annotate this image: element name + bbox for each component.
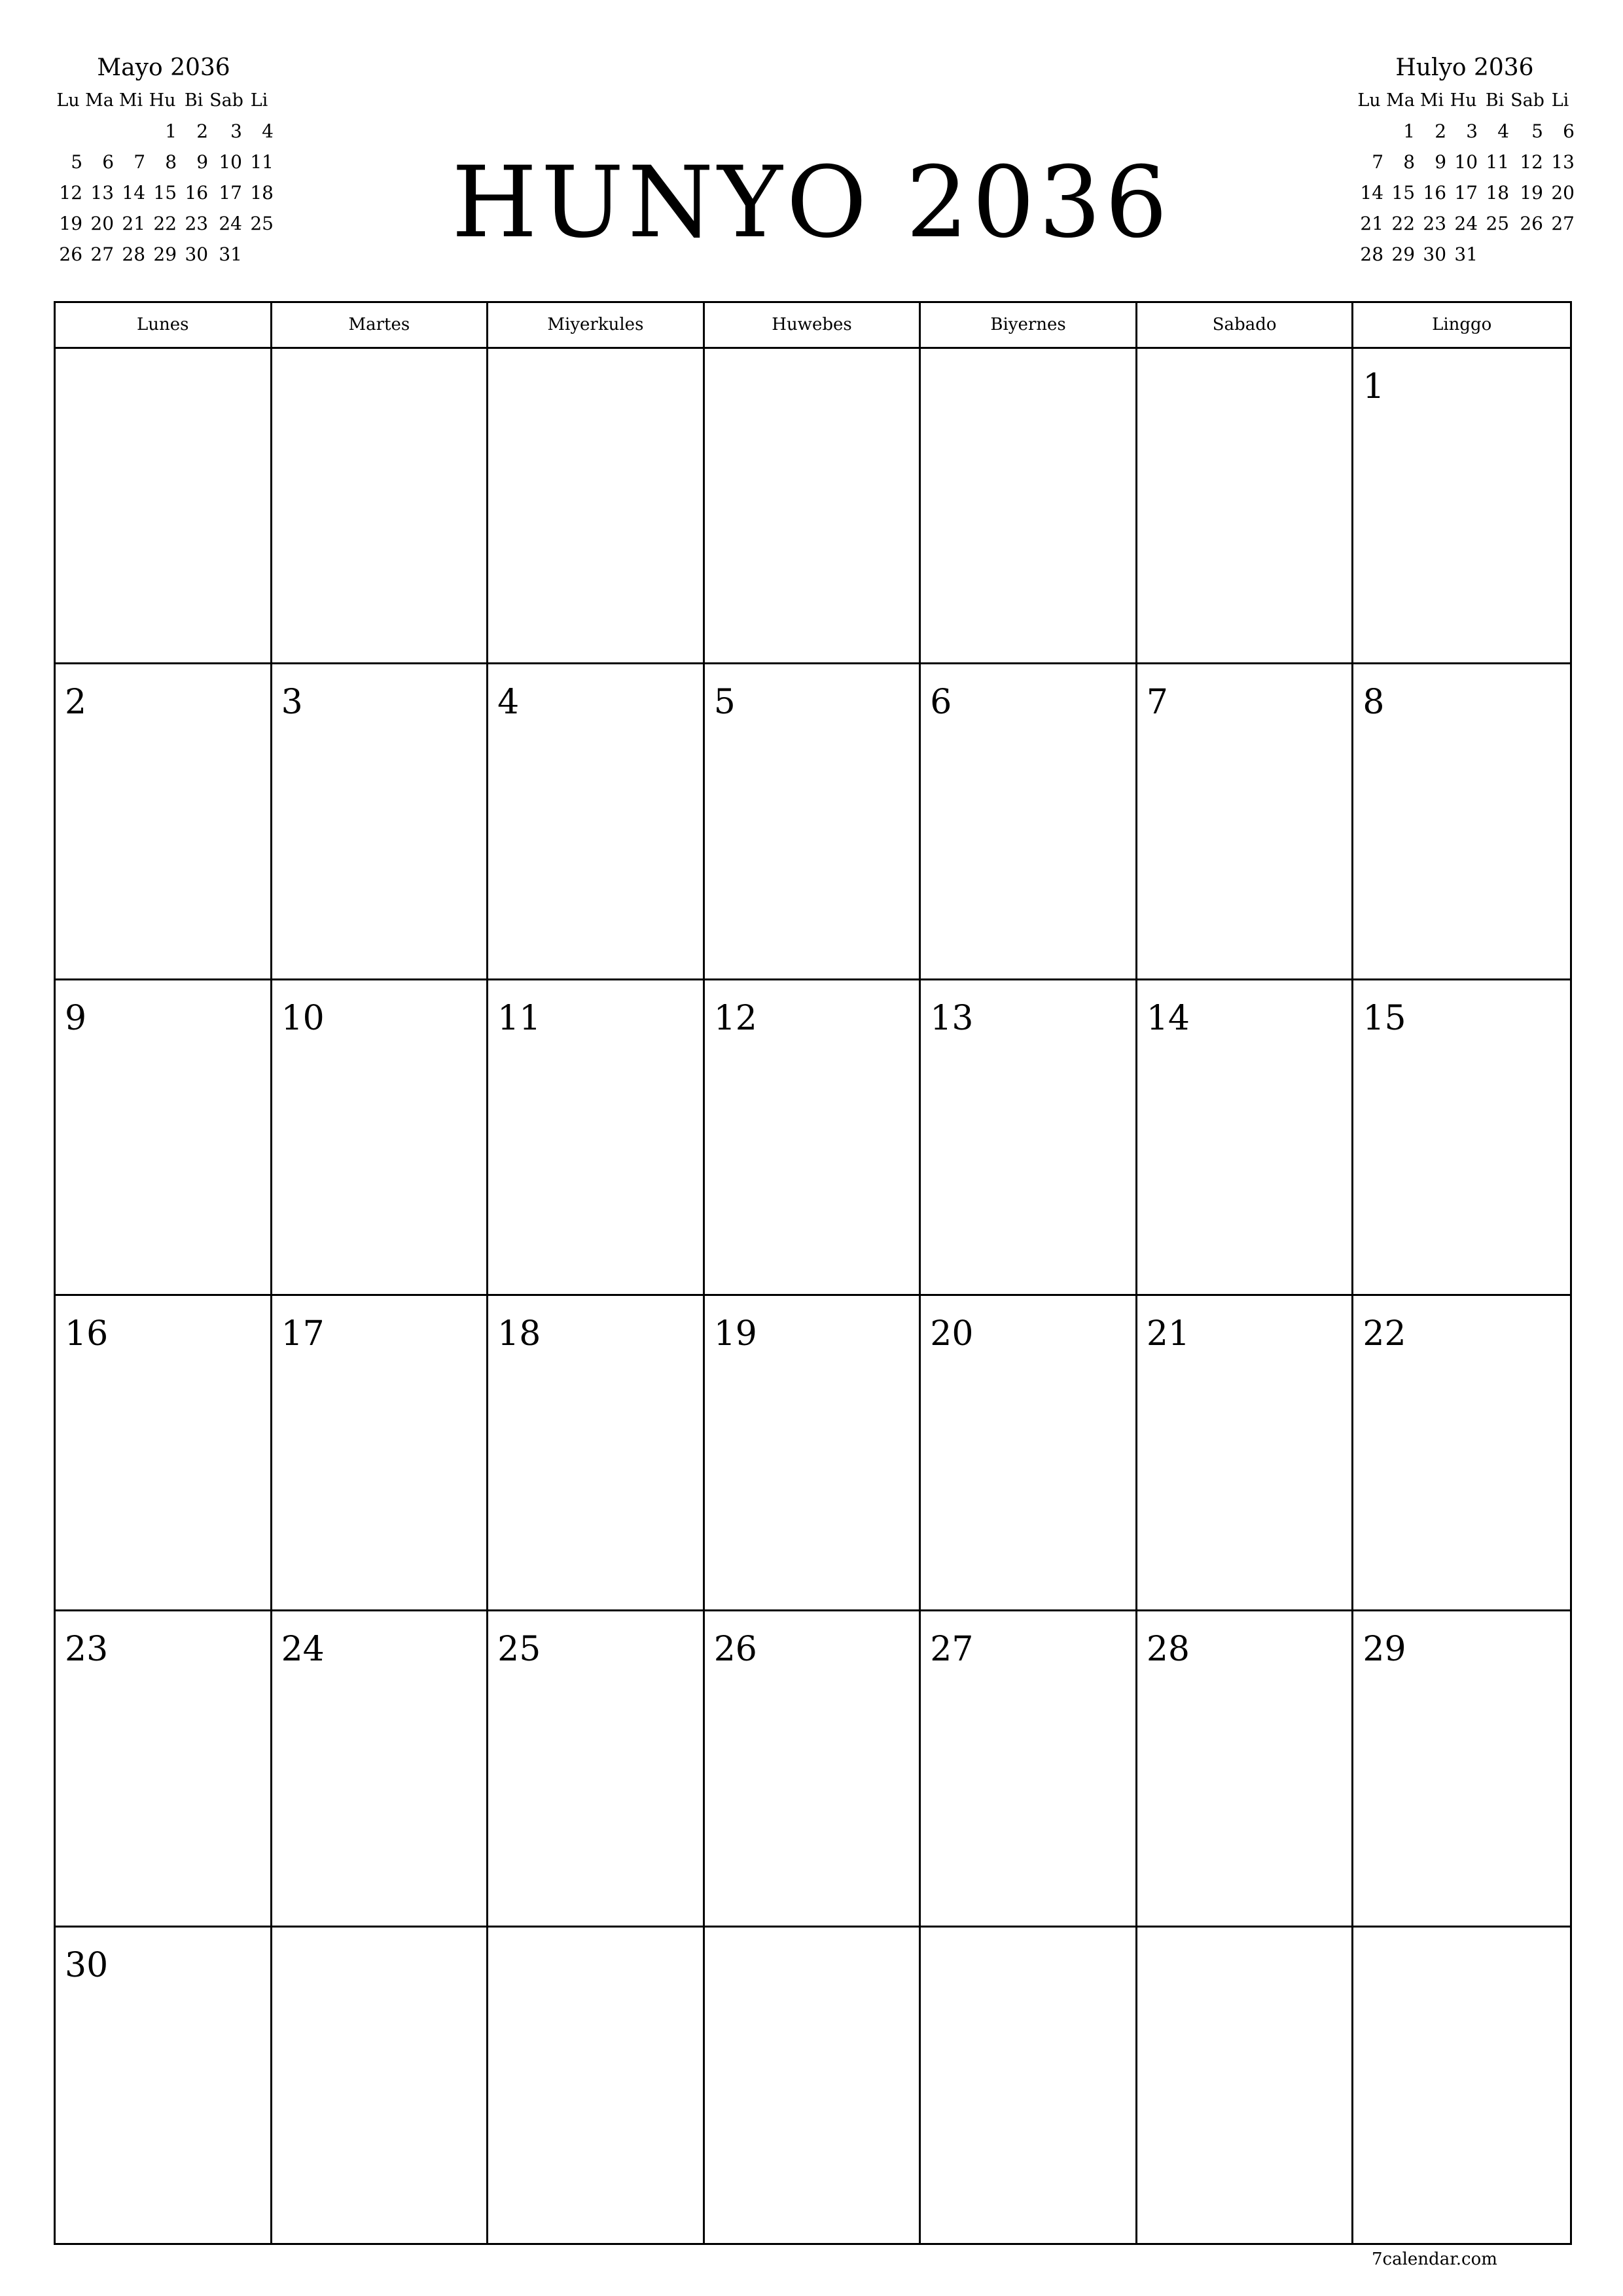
weekday-header-1: Martes (272, 303, 489, 347)
day-number: 19 (713, 1314, 757, 1354)
day-number: 1 (1363, 367, 1385, 406)
weekday-header-3: Huwebes (705, 303, 921, 347)
mini-prev-day: 8 (165, 151, 177, 173)
day-number: 22 (1363, 1314, 1406, 1354)
day-cell[interactable] (921, 1296, 1137, 1611)
mini-next-day: 23 (1423, 213, 1447, 234)
day-cell[interactable] (56, 1928, 272, 2243)
mini-next-day: 13 (1551, 151, 1575, 173)
mini-next-day: 16 (1423, 182, 1447, 204)
mini-next-weekday-0: Lu (1357, 90, 1381, 111)
day-cell[interactable] (488, 980, 705, 1296)
mini-prev-day: 27 (90, 243, 115, 265)
day-number: 25 (497, 1630, 541, 1670)
day-number: 26 (713, 1630, 757, 1670)
day-cell[interactable] (272, 980, 489, 1296)
weekday-header-2: Miyerkules (488, 303, 705, 347)
mini-prev-weekday-5: Sab (209, 90, 243, 111)
day-number: 16 (65, 1314, 109, 1354)
mini-next-day: 17 (1454, 182, 1478, 204)
day-cell[interactable] (1137, 980, 1354, 1296)
mini-next-day (1544, 239, 1576, 270)
mini-calendar-next-grid (1353, 85, 1576, 270)
day-cell[interactable] (1137, 1611, 1354, 1927)
mini-calendar-prev-title: Mayo 2036 (97, 54, 230, 81)
mini-prev-day: 20 (90, 213, 115, 234)
day-number: 13 (930, 998, 974, 1038)
weekday-header-row (56, 303, 1570, 349)
day-cell[interactable] (921, 1928, 1137, 2243)
mini-next-day: 2 (1435, 120, 1447, 142)
mini-prev-day: 24 (219, 213, 242, 234)
weekday-header-4: Biyernes (921, 303, 1137, 347)
mini-prev-day: 21 (122, 213, 146, 234)
day-cell[interactable] (1137, 1296, 1354, 1611)
day-cell[interactable] (488, 1928, 705, 2243)
mini-next-day: 14 (1360, 182, 1384, 204)
day-cell[interactable] (705, 980, 921, 1296)
day-cell[interactable] (921, 980, 1137, 1296)
day-cell[interactable] (1353, 1296, 1570, 1611)
mini-next-weekday-6: Li (1551, 90, 1569, 111)
day-number: 9 (65, 998, 87, 1038)
day-number: 15 (1363, 998, 1406, 1038)
mini-prev-weekday-1: Ma (85, 90, 114, 111)
mini-prev-day: 28 (122, 243, 146, 265)
mini-prev-day: 25 (250, 213, 274, 234)
weekday-header-5: Sabado (1137, 303, 1354, 347)
mini-calendar-next-title: Hulyo 2036 (1395, 54, 1534, 81)
day-cell[interactable] (921, 664, 1137, 980)
mini-next-day: 24 (1454, 213, 1478, 234)
calendar-grid (56, 349, 1570, 2243)
day-cell[interactable] (1353, 349, 1570, 664)
day-cell[interactable] (272, 664, 489, 980)
day-cell[interactable] (488, 1296, 705, 1611)
mini-prev-day: 12 (59, 182, 83, 204)
day-number: 5 (713, 683, 736, 723)
mini-next-day: 22 (1391, 213, 1416, 234)
day-number: 6 (930, 683, 952, 723)
month-calendar (54, 301, 1572, 2245)
day-number: 30 (65, 1945, 109, 1985)
mini-next-day: 10 (1454, 151, 1478, 173)
day-number: 14 (1146, 998, 1190, 1038)
day-number: 11 (497, 998, 541, 1038)
day-number: 23 (65, 1630, 109, 1670)
mini-prev-day: 9 (196, 151, 209, 173)
day-cell[interactable] (1353, 1928, 1570, 2243)
day-cell[interactable] (705, 1928, 921, 2243)
day-number: 20 (930, 1314, 974, 1354)
day-cell[interactable] (1353, 1611, 1570, 1927)
mini-prev-day: 14 (122, 182, 146, 204)
day-cell[interactable] (56, 349, 272, 664)
mini-next-day: 3 (1466, 120, 1478, 142)
day-cell[interactable] (56, 664, 272, 980)
mini-prev-day: 16 (185, 182, 209, 204)
day-number: 4 (497, 683, 520, 723)
mini-prev-day: 11 (250, 151, 274, 173)
day-cell[interactable] (56, 1296, 272, 1611)
day-cell[interactable] (488, 349, 705, 664)
footer-credit: 7calendar.com (1372, 2250, 1497, 2269)
mini-next-day: 7 (1372, 151, 1384, 173)
day-number: 8 (1363, 683, 1385, 723)
day-cell[interactable] (56, 1611, 272, 1927)
mini-next-day: 1 (1403, 120, 1416, 142)
mini-prev-weekday-4: Bi (184, 90, 204, 111)
mini-prev-weekday-0: Lu (56, 90, 80, 111)
mini-prev-day: 15 (153, 182, 177, 204)
day-cell[interactable] (1137, 664, 1354, 980)
day-number: 24 (281, 1630, 325, 1670)
day-cell[interactable] (1137, 349, 1354, 664)
mini-next-weekday-5: Sab (1510, 90, 1544, 111)
day-cell[interactable] (705, 1611, 921, 1927)
mini-prev-day: 26 (59, 243, 83, 265)
mini-prev-day: 2 (196, 120, 209, 142)
mini-next-weekday-3: Hu (1450, 90, 1477, 111)
day-cell[interactable] (272, 349, 489, 664)
day-cell[interactable] (921, 1611, 1137, 1927)
mini-next-day: 28 (1360, 243, 1384, 265)
mini-prev-day: 19 (59, 213, 83, 234)
mini-next-weekday-1: Ma (1386, 90, 1415, 111)
mini-prev-day: 18 (250, 182, 274, 204)
mini-next-day: 5 (1531, 120, 1543, 142)
day-number: 3 (281, 683, 303, 723)
day-cell[interactable] (272, 1928, 489, 2243)
mini-next-day: 21 (1360, 213, 1384, 234)
mini-next-day: 27 (1551, 213, 1575, 234)
day-cell[interactable] (56, 980, 272, 1296)
mini-prev-day: 17 (219, 182, 242, 204)
day-number: 17 (281, 1314, 325, 1354)
mini-prev-day: 1 (165, 120, 177, 142)
mini-next-day: 20 (1551, 182, 1575, 204)
mini-next-day: 31 (1454, 243, 1478, 265)
mini-prev-day: 22 (153, 213, 177, 234)
mini-prev-day: 10 (219, 151, 242, 173)
day-cell[interactable] (705, 349, 921, 664)
mini-prev-day: 5 (71, 151, 83, 173)
mini-next-day: 29 (1391, 243, 1416, 265)
mini-prev-day: 13 (90, 182, 115, 204)
mini-next-day: 26 (1520, 213, 1543, 234)
day-cell[interactable] (272, 1296, 489, 1611)
day-cell[interactable] (921, 349, 1137, 664)
mini-next-day: 11 (1486, 151, 1510, 173)
day-number: 29 (1363, 1630, 1406, 1670)
mini-next-weekday-4: Bi (1485, 90, 1505, 111)
mini-prev-day: 6 (102, 151, 115, 173)
day-number: 2 (65, 683, 87, 723)
mini-next-day (1510, 239, 1544, 270)
mini-prev-day: 3 (230, 120, 242, 142)
mini-next-day: 30 (1423, 243, 1447, 265)
mini-next-day: 6 (1563, 120, 1575, 142)
mini-prev-day: 7 (134, 151, 146, 173)
day-number: 18 (497, 1314, 541, 1354)
mini-next-day: 9 (1435, 151, 1447, 173)
mini-prev-weekday-6: Li (250, 90, 268, 111)
mini-next-day: 4 (1497, 120, 1510, 142)
mini-prev-day: 31 (219, 243, 242, 265)
day-number: 28 (1146, 1630, 1190, 1670)
page-title: HUNYO 2036 (452, 146, 1171, 260)
day-cell[interactable] (272, 1611, 489, 1927)
mini-next-day (1353, 116, 1385, 147)
mini-next-day: 12 (1520, 151, 1543, 173)
day-cell[interactable] (1137, 1928, 1354, 2243)
mini-prev-day: 23 (185, 213, 209, 234)
mini-next-day: 8 (1403, 151, 1416, 173)
mini-prev-weekday-2: Mi (118, 90, 143, 111)
weekday-header-6: Linggo (1432, 315, 1492, 334)
day-number: 27 (930, 1630, 974, 1670)
day-number: 21 (1146, 1314, 1190, 1354)
mini-prev-weekday-3: Hu (149, 90, 176, 111)
day-cell[interactable] (705, 664, 921, 980)
mini-prev-day: 4 (262, 120, 274, 142)
day-number: 10 (281, 998, 325, 1038)
day-cell[interactable] (488, 664, 705, 980)
weekday-header-0: Lunes (56, 303, 272, 347)
day-number: 7 (1146, 683, 1168, 723)
mini-next-day (1479, 239, 1510, 270)
mini-next-day: 18 (1486, 182, 1510, 204)
mini-prev-day: 30 (185, 243, 209, 265)
day-number: 12 (713, 998, 757, 1038)
mini-calendar-next (1353, 51, 1576, 270)
day-cell[interactable] (705, 1296, 921, 1611)
mini-next-day: 15 (1391, 182, 1416, 204)
mini-prev-day: 29 (153, 243, 177, 265)
mini-next-day: 25 (1486, 213, 1510, 234)
day-cell[interactable] (1353, 664, 1570, 980)
day-cell[interactable] (488, 1611, 705, 1927)
mini-next-weekday-2: Mi (1419, 90, 1444, 111)
mini-next-day: 19 (1520, 182, 1543, 204)
day-cell[interactable] (1353, 980, 1570, 1296)
